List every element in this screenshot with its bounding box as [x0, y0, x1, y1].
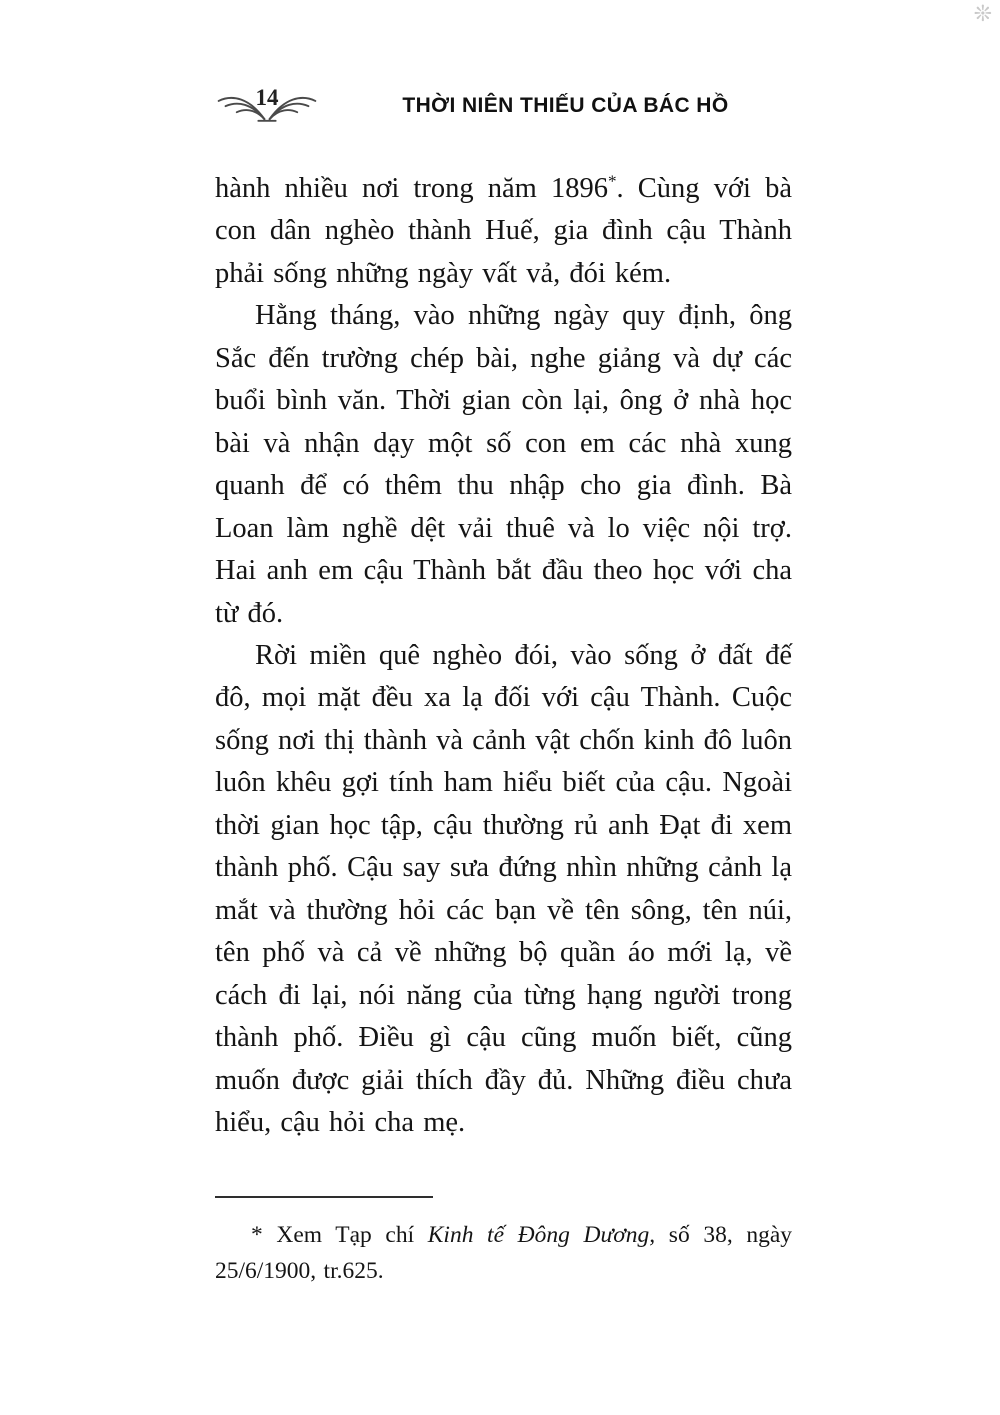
- paragraph-1-text-b: . Cùng với bà con dân nghèo thành Huế, gia đình cậu Thành phải sống những ngày vất vả, đói kém.: [215, 173, 793, 289]
- paragraph-3: Rời miền quê nghèo đói, vào sống ở đất đế đô, mọi mặt đều xa lạ đối với cậu Thành. Cuộc sống nơi thị thành và cảnh vật chốn kinh đô luôn luôn khêu gợi tính ham hiểu biết của cậu. Ngoài thời gian học tập, cậu thường rủ anh Đạt đi xem thành phố. Cậu say sưa đứng nhìn những cảnh lạ mắt và thường hỏi các bạn về tên sông, tên núi, tên phố và cả về những bộ quần áo mới lạ, về cách đi lại, nói năng của từng hạng người trong thành phố. Điều gì cậu cũng muốn biết, cũng muốn được giải thích đầy đủ. Những điều chưa hiểu, cậu hỏi cha mẹ.: [215, 639, 792, 1138]
- page-body: [215, 168, 792, 1144]
- page-header: [215, 82, 792, 130]
- paragraph-1: [215, 168, 792, 295]
- paragraph-1-text-a: hành nhiều nơi trong năm 1896: [215, 173, 608, 204]
- corner-decoration-icon: ❊: [973, 2, 992, 27]
- footnote-divider: [215, 1196, 433, 1198]
- footnote-text-prefix: Xem Tạp chí: [262, 1222, 428, 1249]
- page-number-ornament: [215, 84, 319, 128]
- footnote-marker: *: [251, 1222, 263, 1249]
- footnote-text-suffix: số 38, ngày 25/6/1900, tr.625.: [215, 1222, 792, 1284]
- page-number: 14: [255, 85, 279, 110]
- footnote: [215, 1218, 792, 1289]
- footnote-section: [215, 1196, 792, 1289]
- footnote-journal-title: Kinh tế Đông Dương,: [427, 1222, 656, 1249]
- footnote-reference-marker: *: [607, 171, 617, 191]
- paragraph-2: Hằng tháng, vào những ngày quy định, ông Sắc đến trường chép bài, nghe giảng và dự các buổi bình văn. Thời gian còn lại, ông ở nhà học bài và nhận dạy một số con em các nhà xung quanh để có thêm thu nhập cho gia đình. Bà Loan làm nghề dệt vải thuê và lo việc nội trợ. Hai anh em cậu Thành bắt đầu theo học với cha từ đó.: [215, 300, 792, 629]
- running-title: THỜI NIÊN THIẾU CỦA BÁC HỒ: [402, 94, 729, 117]
